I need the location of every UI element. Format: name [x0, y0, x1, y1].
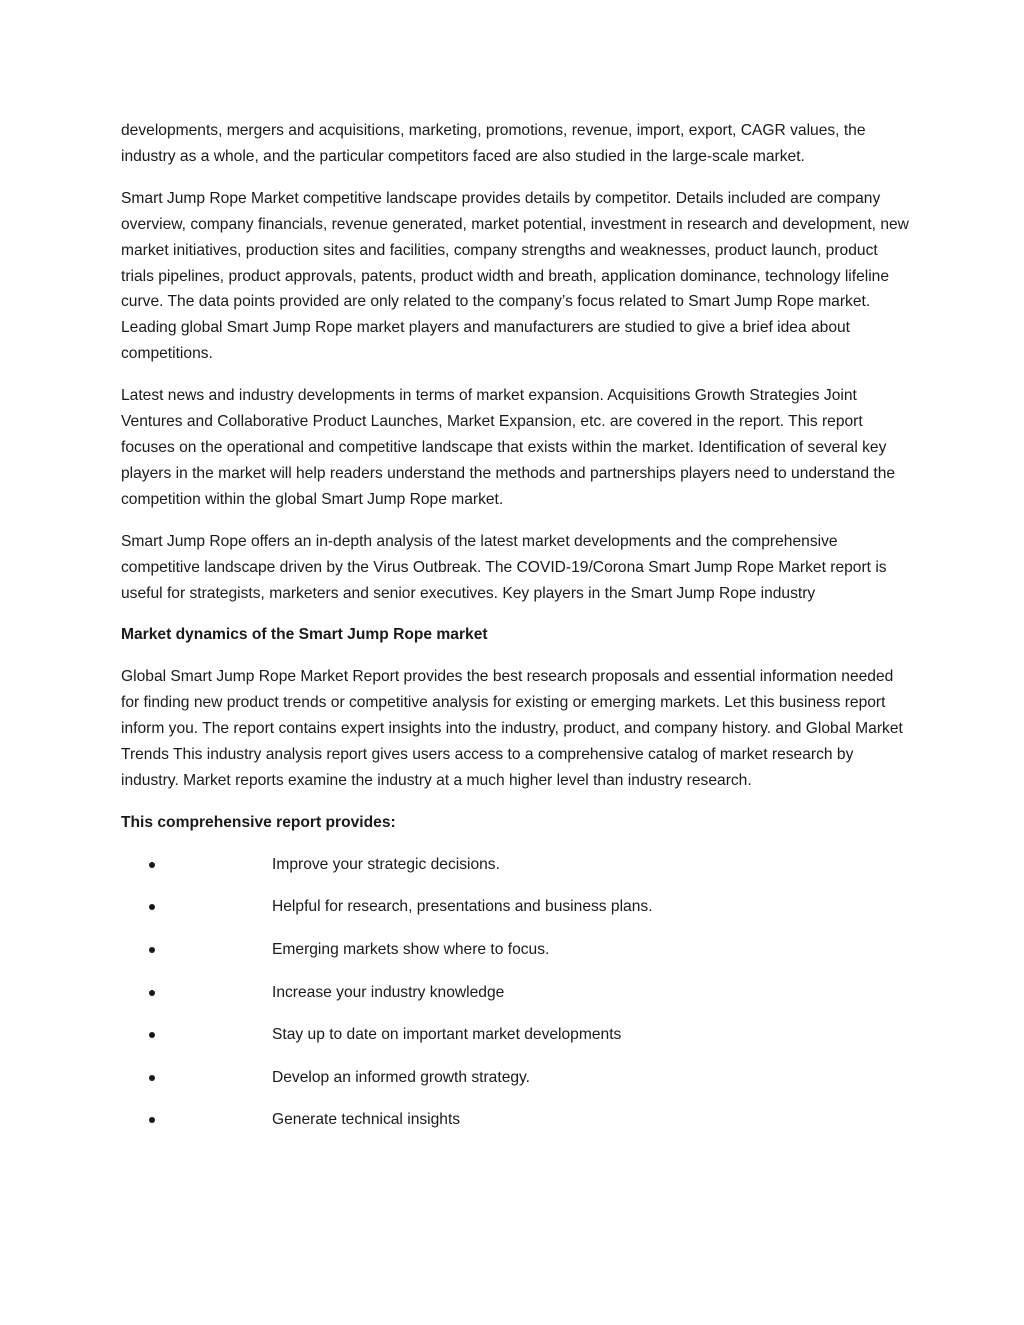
bullet-icon — [149, 1117, 155, 1123]
paragraph-latest-news: Latest news and industry developments in terms of market expansion. Acquisitions Growth Strategies Joint Ventures and Collaborative Product Launches, Market Expansion, etc. are covered in the report. This report focuses on the operational and competitive landscape that exists within the market. Identification of several key players in the market will help readers understand the methods and partnerships players need to understand the competition within the global Smart Jump Rope market. — [121, 387, 896, 508]
heading-report-provides: This comprehensive report provides: — [121, 813, 396, 831]
list-item — [121, 852, 911, 878]
bullet-icon — [149, 947, 155, 953]
list-item-text: Generate technical insights — [272, 1111, 461, 1129]
list-item — [121, 1065, 911, 1091]
list-item-text: Increase your industry knowledge — [272, 983, 505, 1001]
paragraph-in-depth-analysis: Smart Jump Rope offers an in-depth analysis of the latest market developments and the comprehensive competitive landscape driven by the Virus Outbreak. The COVID-19/Corona Smart Jump Rope Market report is useful for strategists, marketers and senior executives. Key players in the Smart Jump Rope industry — [121, 532, 887, 602]
paragraph-global-report: Global Smart Jump Rope Market Report provides the best research proposals and essential information needed for finding new product trends or competitive analysis for existing or emerging markets. Let this business report inform you. The report contains expert insights into the industry, product, and company history. and Global Market Trends This industry analysis report gives users access to a comprehensive catalog of market research by industry. Market reports examine the industry at a much higher level than industry research. — [121, 668, 903, 789]
list-item-text: Emerging markets show where to focus. — [272, 940, 550, 958]
list-item — [121, 937, 911, 963]
bullet-icon — [149, 1075, 155, 1081]
document-page — [121, 118, 911, 1150]
list-item-text: Stay up to date on important market developments — [272, 1026, 622, 1044]
list-item-text: Develop an informed growth strategy. — [272, 1068, 531, 1086]
list-item — [121, 1107, 911, 1133]
bullet-icon — [149, 904, 155, 910]
list-item-text: Improve your strategic decisions. — [272, 855, 500, 873]
paragraph-developments: developments, mergers and acquisitions, marketing, promotions, revenue, import, export, CAGR values, the industry as a whole, and the particular competitors faced are also studied in the large-scale market. — [121, 122, 866, 165]
bullet-icon — [149, 1032, 155, 1038]
heading-market-dynamics: Market dynamics of the Smart Jump Rope market — [121, 626, 488, 644]
list-item — [121, 1022, 911, 1048]
list-item — [121, 980, 911, 1006]
paragraph-competitive-landscape: Smart Jump Rope Market competitive landscape provides details by competitor. Details included are company overview, company financials, revenue generated, market potential, investment in research and development, new market initiatives, production sites and facilities, company strengths and weaknesses, product launch, product trials pipelines, product approvals, patents, product width and breath, application dominance, technology lifeline curve. The data points provided are only related to the company’s focus related to Smart Jump Rope market. Leading global Smart Jump Rope market players and manufacturers are studied to give a brief idea about competitions. — [121, 189, 909, 363]
list-item — [121, 894, 911, 920]
bullet-icon — [149, 990, 155, 996]
list-item-text: Helpful for research, presentations and business plans. — [272, 898, 653, 916]
bullet-icon — [149, 862, 155, 868]
benefits-list — [121, 852, 911, 1134]
